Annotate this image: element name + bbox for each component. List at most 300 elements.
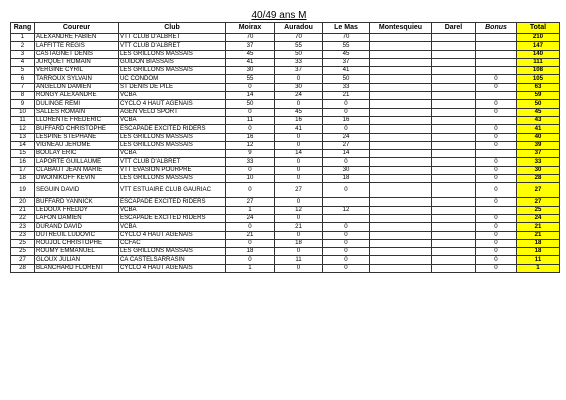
montesquieu-points-cell bbox=[370, 75, 432, 83]
rang-cell: 8 bbox=[11, 92, 35, 100]
table-row bbox=[11, 92, 560, 100]
table-row bbox=[11, 67, 560, 75]
bonus-cell: 0 bbox=[476, 198, 517, 206]
le-mas-points-cell: 0 bbox=[323, 125, 370, 133]
rider-name-cell: DWOINIKOFF KEVIN bbox=[35, 175, 119, 183]
club-cell: ESCAPADE EXCITED RIDERS bbox=[119, 198, 226, 206]
column-header-montesquieu: Montesquieu bbox=[370, 23, 432, 34]
rider-name-cell: TARROUX SYLVAIN bbox=[35, 75, 119, 83]
table-row bbox=[11, 75, 560, 83]
bonus-cell: 0 bbox=[476, 75, 517, 83]
darel-points-cell bbox=[432, 158, 476, 166]
bonus-cell bbox=[476, 92, 517, 100]
auradou-points-cell: 18 bbox=[275, 239, 323, 247]
rang-cell: 3 bbox=[11, 50, 35, 58]
table-row bbox=[11, 50, 560, 58]
total-cell: 11 bbox=[517, 256, 560, 264]
club-cell: LES GRILLONS MASSAIS bbox=[119, 248, 226, 256]
total-cell: 105 bbox=[517, 75, 560, 83]
darel-points-cell bbox=[432, 183, 476, 198]
club-cell: VCBA bbox=[119, 92, 226, 100]
club-cell: CA CASTELSARRASIN bbox=[119, 256, 226, 264]
total-cell: 27 bbox=[517, 183, 560, 198]
le-mas-points-cell: 16 bbox=[323, 116, 370, 124]
rang-cell: 16 bbox=[11, 158, 35, 166]
bonus-cell: 0 bbox=[476, 248, 517, 256]
rang-cell: 19 bbox=[11, 183, 35, 198]
auradou-points-cell: 30 bbox=[275, 83, 323, 91]
moirax-points-cell: 33 bbox=[226, 158, 275, 166]
table-row bbox=[11, 231, 560, 239]
total-cell: 210 bbox=[517, 34, 560, 42]
moirax-points-cell: 50 bbox=[226, 100, 275, 108]
rider-name-cell: RONGY ALEXANDRE bbox=[35, 92, 119, 100]
bonus-cell: 0 bbox=[476, 108, 517, 116]
table-row bbox=[11, 248, 560, 256]
bonus-cell: 0 bbox=[476, 239, 517, 247]
moirax-points-cell: 16 bbox=[226, 133, 275, 141]
darel-points-cell bbox=[432, 83, 476, 91]
moirax-points-cell: 12 bbox=[226, 141, 275, 149]
bonus-cell: 0 bbox=[476, 83, 517, 91]
rider-name-cell: VIGNEAU JEROME bbox=[35, 141, 119, 149]
results-table bbox=[10, 22, 560, 273]
table-row bbox=[11, 34, 560, 42]
rider-name-cell: GLOUX JULIAN bbox=[35, 256, 119, 264]
column-header-darel: Darel bbox=[432, 23, 476, 34]
auradou-points-cell: 0 bbox=[275, 214, 323, 222]
rang-cell: 15 bbox=[11, 150, 35, 158]
rang-cell: 12 bbox=[11, 125, 35, 133]
club-cell: LES GRILLONS MASSAIS bbox=[119, 67, 226, 75]
auradou-points-cell: 37 bbox=[275, 67, 323, 75]
moirax-points-cell: 10 bbox=[226, 175, 275, 183]
column-header-club: Club bbox=[119, 23, 226, 34]
darel-points-cell bbox=[432, 58, 476, 66]
moirax-points-cell: 30 bbox=[226, 67, 275, 75]
montesquieu-points-cell bbox=[370, 166, 432, 174]
table-row bbox=[11, 42, 560, 50]
montesquieu-points-cell bbox=[370, 239, 432, 247]
montesquieu-points-cell bbox=[370, 125, 432, 133]
total-cell: 63 bbox=[517, 83, 560, 91]
montesquieu-points-cell bbox=[370, 158, 432, 166]
club-cell: VCBA bbox=[119, 116, 226, 124]
rang-cell: 14 bbox=[11, 141, 35, 149]
le-mas-points-cell bbox=[323, 198, 370, 206]
le-mas-points-cell: 14 bbox=[323, 150, 370, 158]
montesquieu-points-cell bbox=[370, 206, 432, 214]
moirax-points-cell: 0 bbox=[226, 239, 275, 247]
club-cell: LES GRILLONS MASSAIS bbox=[119, 50, 226, 58]
total-cell: 27 bbox=[517, 198, 560, 206]
page-title: 40/49 ans M bbox=[251, 10, 307, 21]
darel-points-cell bbox=[432, 42, 476, 50]
auradou-points-cell: 55 bbox=[275, 42, 323, 50]
bonus-cell: 0 bbox=[476, 166, 517, 174]
darel-points-cell bbox=[432, 239, 476, 247]
rider-name-cell: VERGINE CYRIL bbox=[35, 67, 119, 75]
moirax-points-cell: 55 bbox=[226, 75, 275, 83]
montesquieu-points-cell bbox=[370, 34, 432, 42]
total-cell: 21 bbox=[517, 223, 560, 231]
club-cell: CCFAC bbox=[119, 239, 226, 247]
total-cell: 59 bbox=[517, 92, 560, 100]
table-row bbox=[11, 256, 560, 264]
total-cell: 41 bbox=[517, 125, 560, 133]
rider-name-cell: SALLES ROMAIN bbox=[35, 108, 119, 116]
total-cell: 21 bbox=[517, 231, 560, 239]
auradou-points-cell: 0 bbox=[275, 133, 323, 141]
le-mas-points-cell: 12 bbox=[323, 206, 370, 214]
table-row bbox=[11, 108, 560, 116]
total-cell: 25 bbox=[517, 206, 560, 214]
table-row bbox=[11, 223, 560, 231]
bonus-cell: 0 bbox=[476, 183, 517, 198]
montesquieu-points-cell bbox=[370, 133, 432, 141]
le-mas-points-cell: 0 bbox=[323, 100, 370, 108]
le-mas-points-cell: 24 bbox=[323, 133, 370, 141]
moirax-points-cell: 0 bbox=[226, 256, 275, 264]
table-row bbox=[11, 239, 560, 247]
rider-name-cell: SEGUIN DAVID bbox=[35, 183, 119, 198]
montesquieu-points-cell bbox=[370, 67, 432, 75]
club-cell: VTT CLUB D'ALBRET bbox=[119, 158, 226, 166]
le-mas-points-cell: 70 bbox=[323, 34, 370, 42]
le-mas-points-cell: 0 bbox=[323, 256, 370, 264]
club-cell: VTT CLUB D'ALBRET bbox=[119, 42, 226, 50]
darel-points-cell bbox=[432, 141, 476, 149]
montesquieu-points-cell bbox=[370, 83, 432, 91]
bonus-cell bbox=[476, 67, 517, 75]
rider-name-cell: CLABAUT JEAN MARIE bbox=[35, 166, 119, 174]
rang-cell: 6 bbox=[11, 75, 35, 83]
rider-name-cell: DURAND DAVID bbox=[35, 223, 119, 231]
rider-name-cell: LESPINE STEPHANE bbox=[35, 133, 119, 141]
table-row bbox=[11, 175, 560, 183]
bonus-cell: 0 bbox=[476, 264, 517, 272]
darel-points-cell bbox=[432, 100, 476, 108]
table-row bbox=[11, 125, 560, 133]
auradou-points-cell: 0 bbox=[275, 75, 323, 83]
total-cell: 24 bbox=[517, 214, 560, 222]
le-mas-points-cell: 45 bbox=[323, 50, 370, 58]
darel-points-cell bbox=[432, 264, 476, 272]
column-header-auradou: Auradou bbox=[275, 23, 323, 34]
column-header-le-mas: Le Mas bbox=[323, 23, 370, 34]
rang-cell: 18 bbox=[11, 175, 35, 183]
total-cell: 39 bbox=[517, 141, 560, 149]
le-mas-points-cell: 33 bbox=[323, 83, 370, 91]
rang-cell: 27 bbox=[11, 256, 35, 264]
darel-points-cell bbox=[432, 223, 476, 231]
rang-cell: 5 bbox=[11, 67, 35, 75]
darel-points-cell bbox=[432, 34, 476, 42]
club-cell: VCBA bbox=[119, 206, 226, 214]
rang-cell: 28 bbox=[11, 264, 35, 272]
moirax-points-cell: 24 bbox=[226, 214, 275, 222]
rang-cell: 22 bbox=[11, 214, 35, 222]
total-cell: 43 bbox=[517, 116, 560, 124]
le-mas-points-cell: 0 bbox=[323, 108, 370, 116]
rider-name-cell: LLORENTE FREDERIC bbox=[35, 116, 119, 124]
bonus-cell: 0 bbox=[476, 175, 517, 183]
le-mas-points-cell: 50 bbox=[323, 75, 370, 83]
club-cell: CYCLO 4 HAUT AGENAIS bbox=[119, 231, 226, 239]
bonus-cell: 0 bbox=[476, 214, 517, 222]
bonus-cell bbox=[476, 58, 517, 66]
auradou-points-cell: 11 bbox=[275, 256, 323, 264]
total-cell: 108 bbox=[517, 67, 560, 75]
darel-points-cell bbox=[432, 75, 476, 83]
moirax-points-cell: 21 bbox=[226, 231, 275, 239]
darel-points-cell bbox=[432, 175, 476, 183]
auradou-points-cell: 0 bbox=[275, 175, 323, 183]
club-cell: AGEN VELO SPORT bbox=[119, 108, 226, 116]
total-cell: 1 bbox=[517, 264, 560, 272]
auradou-points-cell: 45 bbox=[275, 108, 323, 116]
moirax-points-cell: 14 bbox=[226, 92, 275, 100]
club-cell: VCBA bbox=[119, 150, 226, 158]
column-header-moirax: Moirax bbox=[226, 23, 275, 34]
table-row bbox=[11, 150, 560, 158]
auradou-points-cell: 21 bbox=[275, 223, 323, 231]
le-mas-points-cell: 0 bbox=[323, 239, 370, 247]
column-header-bonus: Bonus bbox=[476, 23, 517, 34]
auradou-points-cell: 0 bbox=[275, 141, 323, 149]
bonus-cell: 0 bbox=[476, 133, 517, 141]
auradou-points-cell: 70 bbox=[275, 34, 323, 42]
darel-points-cell bbox=[432, 166, 476, 174]
table-row bbox=[11, 100, 560, 108]
auradou-points-cell: 0 bbox=[275, 158, 323, 166]
moirax-points-cell: 41 bbox=[226, 58, 275, 66]
montesquieu-points-cell bbox=[370, 100, 432, 108]
auradou-points-cell: 16 bbox=[275, 116, 323, 124]
auradou-points-cell: 0 bbox=[275, 231, 323, 239]
rider-name-cell: ANGELON DAMIEN bbox=[35, 83, 119, 91]
moirax-points-cell: 0 bbox=[226, 183, 275, 198]
club-cell: LES GRILLONS MASSAIS bbox=[119, 133, 226, 141]
table-row bbox=[11, 116, 560, 124]
club-cell: ESCAPADE EXCITED RIDERS bbox=[119, 214, 226, 222]
montesquieu-points-cell bbox=[370, 264, 432, 272]
montesquieu-points-cell bbox=[370, 116, 432, 124]
club-cell: CYCLO 4 HAUT AGENAIS bbox=[119, 100, 226, 108]
darel-points-cell bbox=[432, 92, 476, 100]
le-mas-points-cell: 0 bbox=[323, 183, 370, 198]
rider-name-cell: JURQUET ROMAIN bbox=[35, 58, 119, 66]
montesquieu-points-cell bbox=[370, 92, 432, 100]
auradou-points-cell: 41 bbox=[275, 125, 323, 133]
montesquieu-points-cell bbox=[370, 223, 432, 231]
rang-cell: 17 bbox=[11, 166, 35, 174]
rider-name-cell: DUTREUIL LUDOVIC bbox=[35, 231, 119, 239]
moirax-points-cell: 45 bbox=[226, 50, 275, 58]
column-header-total: Total bbox=[517, 23, 560, 34]
total-cell: 147 bbox=[517, 42, 560, 50]
table-row bbox=[11, 158, 560, 166]
rang-cell: 20 bbox=[11, 198, 35, 206]
le-mas-points-cell: 41 bbox=[323, 67, 370, 75]
bonus-cell bbox=[476, 50, 517, 58]
table-row bbox=[11, 141, 560, 149]
auradou-points-cell: 0 bbox=[275, 264, 323, 272]
darel-points-cell bbox=[432, 214, 476, 222]
rang-cell: 7 bbox=[11, 83, 35, 91]
bonus-cell: 0 bbox=[476, 100, 517, 108]
total-cell: 140 bbox=[517, 50, 560, 58]
auradou-points-cell: 50 bbox=[275, 50, 323, 58]
moirax-points-cell: 0 bbox=[226, 166, 275, 174]
montesquieu-points-cell bbox=[370, 248, 432, 256]
darel-points-cell bbox=[432, 108, 476, 116]
rang-cell: 13 bbox=[11, 133, 35, 141]
rider-name-cell: BLANCHARD FLORENT bbox=[35, 264, 119, 272]
le-mas-points-cell: 0 bbox=[323, 158, 370, 166]
table-row bbox=[11, 198, 560, 206]
le-mas-points-cell: 30 bbox=[323, 166, 370, 174]
club-cell: VCBA bbox=[119, 223, 226, 231]
bonus-cell: 0 bbox=[476, 158, 517, 166]
rider-name-cell: LAPORTE GUILLAUME bbox=[35, 158, 119, 166]
club-cell: VTT ESTUAIRE CLUB GAURIAC bbox=[119, 183, 226, 198]
total-cell: 28 bbox=[517, 175, 560, 183]
rang-cell: 23 bbox=[11, 231, 35, 239]
montesquieu-points-cell bbox=[370, 141, 432, 149]
rider-name-cell: LAFFITTE REGIS bbox=[35, 42, 119, 50]
rider-name-cell: ALEXANDRE FABIEN bbox=[35, 34, 119, 42]
le-mas-points-cell: 0 bbox=[323, 231, 370, 239]
bonus-cell bbox=[476, 34, 517, 42]
rang-cell: 21 bbox=[11, 206, 35, 214]
table-row bbox=[11, 214, 560, 222]
total-cell: 111 bbox=[517, 58, 560, 66]
total-cell: 40 bbox=[517, 133, 560, 141]
auradou-points-cell: 0 bbox=[275, 198, 323, 206]
rider-name-cell: ROUJOL CHRISTOPHE bbox=[35, 239, 119, 247]
darel-points-cell bbox=[432, 133, 476, 141]
rider-name-cell: BUFFARD CHRISTOPHE bbox=[35, 125, 119, 133]
column-header-rang: Rang bbox=[11, 23, 35, 34]
moirax-points-cell: 11 bbox=[226, 116, 275, 124]
darel-points-cell bbox=[432, 50, 476, 58]
club-cell: ESCAPADE EXCITED RIDERS bbox=[119, 125, 226, 133]
rider-name-cell: BUFFARD YANNICK bbox=[35, 198, 119, 206]
auradou-points-cell: 12 bbox=[275, 206, 323, 214]
bonus-cell: 0 bbox=[476, 256, 517, 264]
bonus-cell: 0 bbox=[476, 223, 517, 231]
darel-points-cell bbox=[432, 150, 476, 158]
bonus-cell bbox=[476, 150, 517, 158]
montesquieu-points-cell bbox=[370, 214, 432, 222]
rang-cell: 4 bbox=[11, 58, 35, 66]
montesquieu-points-cell bbox=[370, 58, 432, 66]
montesquieu-points-cell bbox=[370, 256, 432, 264]
moirax-points-cell: 0 bbox=[226, 108, 275, 116]
table-row bbox=[11, 206, 560, 214]
moirax-points-cell: 1 bbox=[226, 264, 275, 272]
header-row bbox=[11, 23, 560, 34]
montesquieu-points-cell bbox=[370, 150, 432, 158]
rang-cell: 9 bbox=[11, 100, 35, 108]
moirax-points-cell: 27 bbox=[226, 198, 275, 206]
moirax-points-cell: 9 bbox=[226, 150, 275, 158]
auradou-points-cell: 0 bbox=[275, 100, 323, 108]
darel-points-cell bbox=[432, 198, 476, 206]
darel-points-cell bbox=[432, 125, 476, 133]
darel-points-cell bbox=[432, 67, 476, 75]
total-cell: 30 bbox=[517, 166, 560, 174]
club-cell: VTT EVASION POURPRE bbox=[119, 166, 226, 174]
auradou-points-cell: 27 bbox=[275, 183, 323, 198]
rang-cell: 25 bbox=[11, 239, 35, 247]
auradou-points-cell: 33 bbox=[275, 58, 323, 66]
total-cell: 33 bbox=[517, 158, 560, 166]
bonus-cell: 0 bbox=[476, 231, 517, 239]
montesquieu-points-cell bbox=[370, 175, 432, 183]
club-cell: GUIDON BIASSAIS bbox=[119, 58, 226, 66]
column-header-coureur: Coureur bbox=[35, 23, 119, 34]
club-cell: ST DENIS DE PILE bbox=[119, 83, 226, 91]
club-cell: VTT CLUB D'ALBRET bbox=[119, 34, 226, 42]
table-row bbox=[11, 166, 560, 174]
bonus-cell bbox=[476, 42, 517, 50]
darel-points-cell bbox=[432, 231, 476, 239]
rang-cell: 23 bbox=[11, 223, 35, 231]
table-row bbox=[11, 183, 560, 198]
table-row bbox=[11, 264, 560, 272]
table-row bbox=[11, 58, 560, 66]
moirax-points-cell: 37 bbox=[226, 42, 275, 50]
le-mas-points-cell: 27 bbox=[323, 141, 370, 149]
moirax-points-cell: 0 bbox=[226, 83, 275, 91]
darel-points-cell bbox=[432, 206, 476, 214]
montesquieu-points-cell bbox=[370, 183, 432, 198]
bonus-cell bbox=[476, 206, 517, 214]
table-row bbox=[11, 133, 560, 141]
le-mas-points-cell bbox=[323, 214, 370, 222]
rang-cell: 25 bbox=[11, 248, 35, 256]
montesquieu-points-cell bbox=[370, 198, 432, 206]
auradou-points-cell: 0 bbox=[275, 248, 323, 256]
rang-cell: 2 bbox=[11, 42, 35, 50]
club-cell: UC CONDOM bbox=[119, 75, 226, 83]
montesquieu-points-cell bbox=[370, 231, 432, 239]
moirax-points-cell: 18 bbox=[226, 248, 275, 256]
montesquieu-points-cell bbox=[370, 108, 432, 116]
club-cell: LES GRILLONS MASSAIS bbox=[119, 175, 226, 183]
club-cell: CYCLO 4 HAUT AGENAIS bbox=[119, 264, 226, 272]
le-mas-points-cell: 55 bbox=[323, 42, 370, 50]
montesquieu-points-cell bbox=[370, 42, 432, 50]
le-mas-points-cell: 0 bbox=[323, 264, 370, 272]
moirax-points-cell: 70 bbox=[226, 34, 275, 42]
le-mas-points-cell: 0 bbox=[323, 248, 370, 256]
rider-name-cell: ROUMY EMMANUEL bbox=[35, 248, 119, 256]
bonus-cell: 0 bbox=[476, 125, 517, 133]
total-cell: 18 bbox=[517, 248, 560, 256]
rider-name-cell: LAFON DAMIEN bbox=[35, 214, 119, 222]
total-cell: 18 bbox=[517, 239, 560, 247]
total-cell: 45 bbox=[517, 108, 560, 116]
le-mas-points-cell: 18 bbox=[323, 175, 370, 183]
le-mas-points-cell: 37 bbox=[323, 58, 370, 66]
total-cell: 37 bbox=[517, 150, 560, 158]
moirax-points-cell: 1 bbox=[226, 206, 275, 214]
auradou-points-cell: 24 bbox=[275, 92, 323, 100]
rang-cell: 10 bbox=[11, 108, 35, 116]
